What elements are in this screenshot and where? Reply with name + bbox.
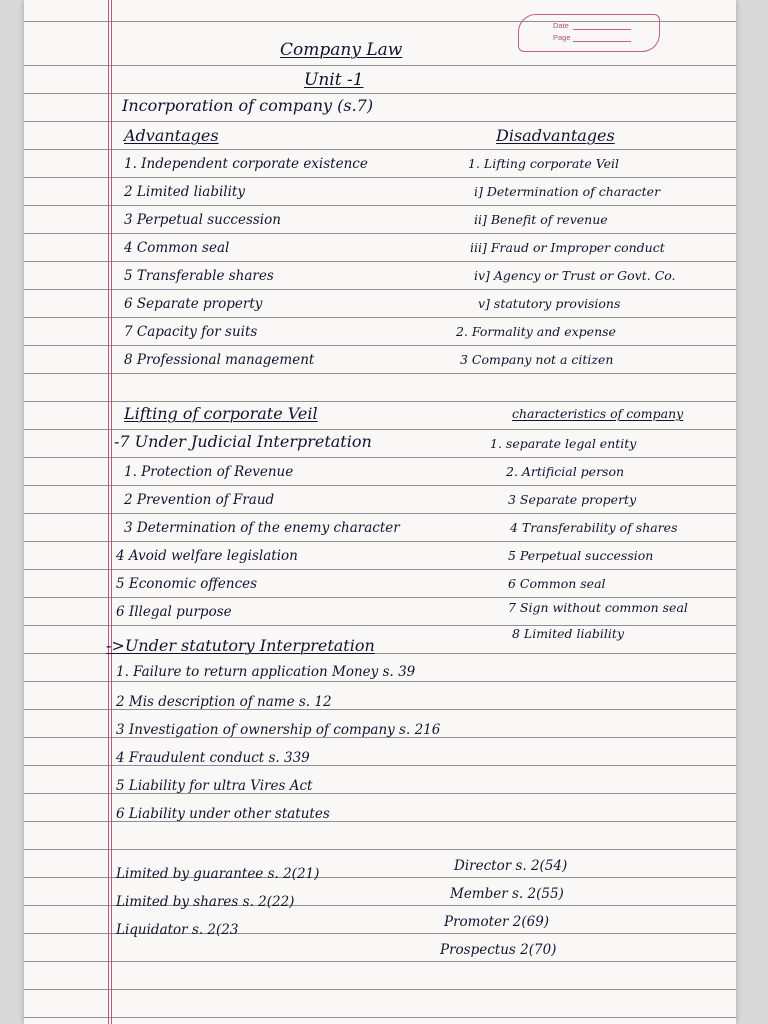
list-item: 3 Company not a citizen (460, 352, 614, 367)
list-item: 1. separate legal entity (490, 436, 637, 451)
list-item: 1. Failure to return application Money s. 39 (116, 664, 416, 680)
date-page-box (518, 14, 660, 52)
definition-item: Director s. 2(54) (454, 858, 568, 874)
list-item: i] Determination of character (474, 184, 661, 199)
date-rule (573, 29, 631, 30)
definition-item: Promoter 2(69) (444, 914, 550, 930)
definition-item: Liquidator s. 2(23 (116, 922, 239, 938)
list-item: 2. Artificial person (506, 464, 625, 479)
section-heading: Incorporation of company (s.7) (122, 96, 374, 115)
list-item: 2 Prevention of Fraud (124, 492, 275, 508)
list-item: 2 Limited liability (124, 184, 245, 200)
list-item: 2. Formality and expense (456, 324, 616, 339)
list-item: 3 Investigation of ownership of company s. 216 (116, 722, 441, 738)
definition-item: Prospectus 2(70) (440, 942, 557, 958)
list-item: 6 Illegal purpose (116, 604, 232, 620)
list-item: 2 Mis description of name s. 12 (116, 694, 332, 710)
list-item: 6 Common seal (508, 576, 606, 591)
list-item: 4 Common seal (124, 240, 230, 256)
list-item: 3 Determination of the enemy character (124, 520, 400, 536)
date-label: Date (553, 21, 569, 30)
judicial-heading: -7 Under Judicial Interpretation (114, 432, 372, 451)
definition-item: Limited by shares s. 2(22) (116, 894, 295, 910)
list-item: 8 Professional management (124, 352, 315, 368)
characteristics-heading: characteristics of company (512, 406, 684, 421)
definition-item: Limited by guarantee s. 2(21) (116, 866, 320, 882)
list-item: 1. Protection of Revenue (124, 464, 294, 480)
list-item: 4 Transferability of shares (510, 520, 678, 535)
list-item: iii] Fraud or Improper conduct (470, 240, 665, 255)
disadvantages-heading: Disadvantages (496, 126, 615, 145)
list-item: 1. Independent corporate existence (124, 156, 368, 172)
margin-line (111, 0, 112, 1024)
list-item: 5 Liability for ultra Vires Act (116, 778, 313, 794)
page-title: Company Law (280, 40, 403, 60)
unit-title: Unit -1 (304, 70, 364, 90)
advantages-heading: Advantages (124, 126, 219, 145)
list-item: v] statutory provisions (478, 296, 621, 311)
list-item: 4 Fraudulent conduct s. 339 (116, 750, 310, 766)
definition-item: Member s. 2(55) (450, 886, 564, 902)
page-rule (573, 41, 631, 42)
lifting-veil-heading: Lifting of corporate Veil (124, 404, 318, 423)
list-item: 6 Liability under other statutes (116, 806, 330, 822)
margin-line (108, 0, 109, 1024)
list-item: 7 Capacity for suits (124, 324, 258, 340)
list-item: 1. Lifting corporate Veil (468, 156, 619, 171)
list-item: 8 Limited liability (512, 626, 624, 641)
statutory-heading: ->Under statutory Interpretation (106, 636, 375, 655)
list-item: 4 Avoid welfare legislation (116, 548, 298, 564)
list-item: 5 Perpetual succession (508, 548, 654, 563)
page-label: Page (553, 33, 571, 42)
list-item: 3 Perpetual succession (124, 212, 281, 228)
list-item: 5 Economic offences (116, 576, 258, 592)
notebook-page (24, 0, 736, 1024)
list-item: 7 Sign without common seal (508, 600, 688, 615)
list-item: 5 Transferable shares (124, 268, 274, 284)
list-item: iv] Agency or Trust or Govt. Co. (474, 268, 676, 283)
list-item: 3 Separate property (508, 492, 637, 507)
list-item: 6 Separate property (124, 296, 263, 312)
list-item: ii] Benefit of revenue (474, 212, 608, 227)
